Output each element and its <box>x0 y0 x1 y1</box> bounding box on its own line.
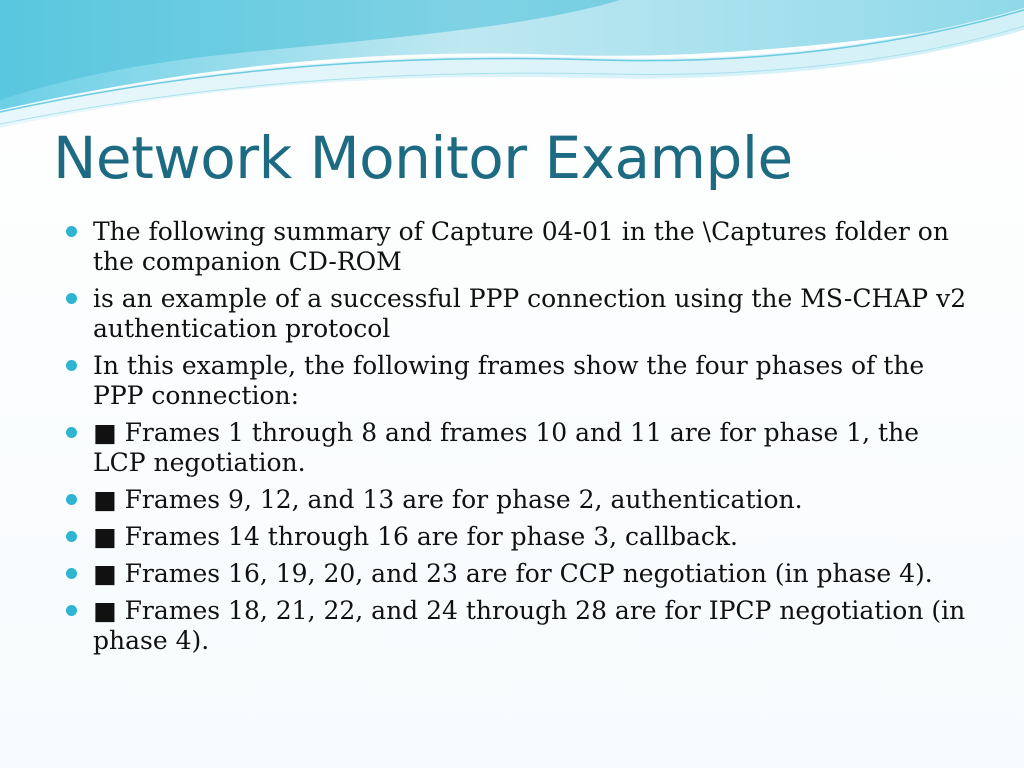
bullet-icon <box>66 427 77 438</box>
bullet-item <box>66 559 978 589</box>
bullet-text: ■ Frames 18, 21, 22, and 24 through 28 are for IPCP negotiation (in phase 4). <box>93 596 966 655</box>
slide-title: Network Monitor Example <box>53 124 793 192</box>
bullet-icon <box>66 293 77 304</box>
bullet-list <box>66 217 978 663</box>
bullet-icon <box>66 605 77 616</box>
bullet-item <box>66 351 978 411</box>
bullet-text: The following summary of Capture 04-01 in the \Captures folder on the companion CD-ROM <box>93 217 949 276</box>
bullet-icon <box>66 494 77 505</box>
bullet-item <box>66 485 978 515</box>
bullet-icon <box>66 360 77 371</box>
bullet-icon <box>66 568 77 579</box>
bullet-item <box>66 418 978 478</box>
bullet-icon <box>66 226 77 237</box>
bullet-text: ■ Frames 16, 19, 20, and 23 are for CCP negotiation (in phase 4). <box>93 559 933 588</box>
bullet-text: ■ Frames 1 through 8 and frames 10 and 11 are for phase 1, the LCP negotiation. <box>93 418 919 477</box>
header-wave-decoration <box>0 0 1024 130</box>
bullet-icon <box>66 531 77 542</box>
bullet-text: ■ Frames 9, 12, and 13 are for phase 2, authentication. <box>93 485 803 514</box>
bullet-item <box>66 217 978 277</box>
bullet-text: ■ Frames 14 through 16 are for phase 3, callback. <box>93 522 738 551</box>
bullet-item <box>66 596 978 656</box>
bullet-text: is an example of a successful PPP connection using the MS-CHAP v2 authentication protocol <box>93 284 967 343</box>
bullet-item <box>66 284 978 344</box>
bullet-item <box>66 522 978 552</box>
bullet-text: In this example, the following frames show the four phases of the PPP connection: <box>93 351 925 410</box>
